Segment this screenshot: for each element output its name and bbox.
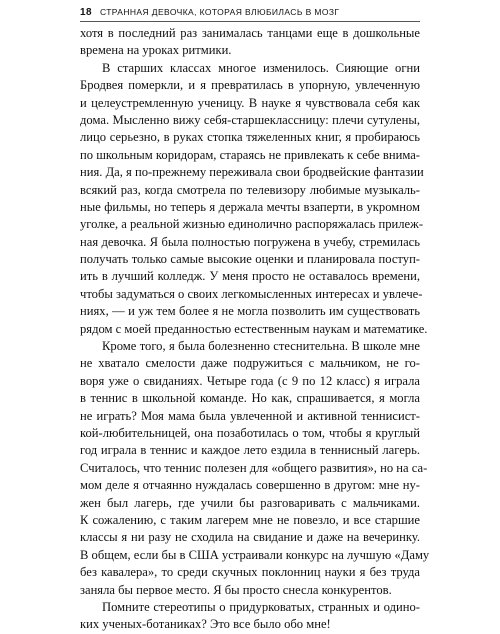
- text-line: воря уже о свиданиях. Четыре года (с 9 по 12 класс) я играла: [80, 373, 420, 388]
- text-line: всякий раз, когда смотрела по телевизору любимые музыкаль-: [80, 182, 420, 197]
- text-line: Помните стереотипы о придурковатых, странных и одино-: [102, 599, 420, 614]
- text-line: ить в лучший колледж. У меня просто не оставалось времени,: [80, 269, 420, 284]
- text-line: Кроме того, я была болезненно стеснительна. В школе мне: [102, 339, 420, 354]
- text-line: В старших классах многое изменилось. Сияющие огни: [102, 60, 420, 75]
- text-line: рядом с моей преданностью естественным наукам и математике.: [80, 321, 428, 336]
- text-line: получать только самые высокие оценки и планировала поступ-: [80, 252, 420, 267]
- text-line: ния. Да, я по-прежнему переживала свои бродвейские фантазии: [80, 165, 424, 180]
- text-line: не хватало смелости даже подружиться с мальчиком, не го-: [80, 356, 420, 371]
- text-line: ких ученых-ботаниках? Это все было обо мне!: [80, 617, 331, 632]
- body-text: [80, 25, 430, 634]
- text-line: Считалось, что теннис полезен для «общего развития», но на са-: [80, 460, 428, 475]
- text-line: заняла бы первое место. Я бы просто снесла конкурентов.: [80, 582, 392, 597]
- text-line: мом деле я отчаянно нуждалась совершенно в другом: мне ну-: [80, 478, 420, 493]
- running-title: СТРАННАЯ ДЕВОЧКА, КОТОРАЯ ВЛЮБИЛАСЬ В МОЗГ: [99, 7, 340, 17]
- text-line: год играла в теннис и каждое лето ездила в теннисный лагерь.: [80, 443, 420, 458]
- text-line: лицо серьезно, в руках стопка тяжеленных книг, я пробираюсь: [80, 130, 420, 145]
- text-line: ные фильмы, но теперь я держала мечты взаперти, в укромном: [80, 199, 420, 214]
- page-number: 18: [80, 6, 92, 18]
- text-line: времена на уроках ритмики.: [80, 43, 232, 58]
- text-line: в теннис в школьной команде. Но как, спрашивается, я могла: [80, 391, 420, 406]
- text-line: уголке, а реальной жизнью единолично распоряжалась прилеж-: [80, 217, 424, 232]
- text-line: Бродвея померкли, и я превратилась в упорную, увлеченную: [80, 78, 420, 93]
- text-line: К сожалению, с таким лагерем мне не повезло, и все старшие: [80, 512, 420, 527]
- text-line: В общем, если бы в США устраивали конкурс на лучшую «Даму: [80, 547, 430, 562]
- text-line: без кавалера», то среди скучных поклонниц науки я без труда: [80, 565, 420, 580]
- running-header: [80, 5, 420, 19]
- text-line: дома. Мысленно вижу себя-старшеклассницу: плечи сутулены,: [80, 112, 420, 127]
- text-line: по школьным коридорам, стараясь не привлекать к себе внима-: [80, 147, 420, 162]
- text-line: и целеустремленную ученицу. В науке я чувствовала себя как: [80, 95, 420, 110]
- text-line: жен был лагерь, где учили бы разговаривать с мальчиками.: [80, 495, 420, 510]
- text-line: не играть? Моя мама была увлеченной и активной теннисист-: [80, 408, 420, 423]
- text-line: чтобы задуматься о своих легкомысленных интересах и увлече-: [80, 286, 423, 301]
- text-line: кой-любительницей, она позаботилась о том, чтобы я круглый: [80, 425, 420, 440]
- text-line: хотя в последний раз занималась танцами еще в дошкольные: [80, 26, 420, 40]
- text-line: классы я ни разу не сходила на свидание и даже на вечеринку.: [80, 530, 420, 545]
- text-line: ниях, — и уж тем более я не могла позволить им существовать: [80, 304, 420, 319]
- text-line: ная девочка. Я была полностью погружена в учебу, стремилась: [80, 234, 420, 249]
- header-divider: [80, 21, 420, 22]
